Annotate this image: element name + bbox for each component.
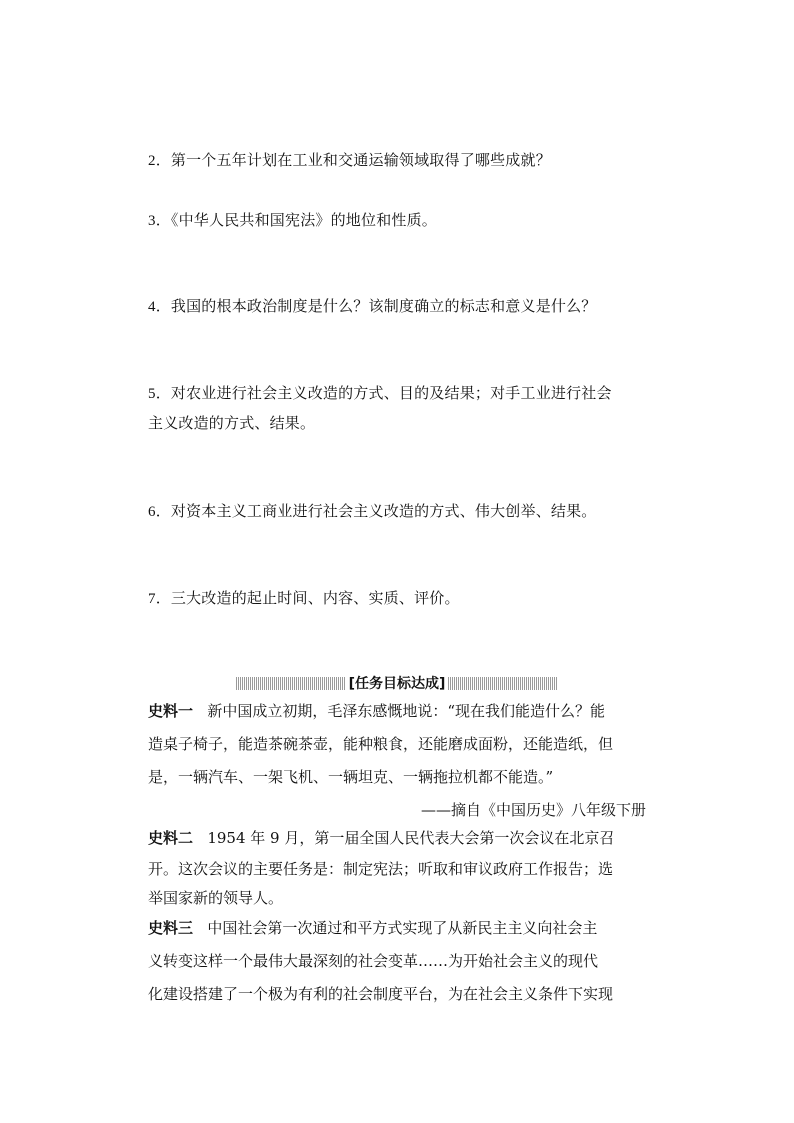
question-2 [148, 146, 648, 176]
source-label: 史料一 [148, 702, 194, 720]
dotted-pattern-right [448, 677, 558, 690]
question-text-continued: 主义改造的方式、结果。 [148, 414, 316, 432]
question-number: 2． [148, 153, 171, 169]
question-number: 3． [148, 213, 171, 229]
source-1-citation: ——摘自《中国历史》八年级下册 [420, 801, 646, 819]
question-7 [148, 584, 648, 614]
question-text: 《中华人民共和国宪法》的地位和性质。 [170, 211, 438, 229]
question-3 [148, 206, 648, 236]
source-3-line-1 [148, 914, 648, 943]
question-number: 4． [148, 299, 171, 315]
question-text: 我国的根本政治制度是什么？该制度确立的标志和意义是什么？ [170, 297, 597, 315]
question-text: 三大改造的起止时间、内容、实质、评价。 [170, 589, 460, 607]
dotted-pattern-left [236, 677, 346, 690]
source-3-line-2: 义转变这样一个最伟大最深刻的社会变革……为开始社会主义的现代 [148, 952, 599, 970]
question-5 [148, 379, 648, 438]
question-text: 对资本主义工商业进行社会主义改造的方式、伟大创举、结果。 [170, 502, 597, 520]
question-6 [148, 497, 648, 527]
source-2-line-3: 举国家新的领导人。 [148, 889, 284, 907]
source-label: 史料三 [148, 919, 194, 937]
source-1-line-3: 是，一辆汽车、一架飞机、一辆坦克、一辆拖拉机都不能造。” [148, 768, 554, 786]
question-number: 5． [148, 386, 171, 402]
source-text: 中国社会第一次通过和平方式实现了从新民主主义向社会主 [207, 919, 598, 937]
section-title: [任务目标达成] [348, 676, 446, 692]
source-text: 1954 年 9 月，第一届全国人民代表大会第一次会议在北京召 [207, 829, 615, 847]
source-label: 史料二 [148, 829, 194, 847]
source-2-line-1 [148, 824, 648, 853]
section-banner [236, 672, 558, 694]
source-3-line-3: 化建设搭建了一个极为有利的社会制度平台，为在社会主义条件下实现 [148, 985, 614, 1003]
source-1-line-1 [148, 697, 648, 726]
question-4 [148, 292, 648, 322]
question-text: 对农业进行社会主义改造的方式、目的及结果；对手工业进行社会 [170, 384, 612, 402]
question-number: 7． [148, 591, 171, 607]
question-text: 第一个五年计划在工业和交通运输领域取得了哪些成就？ [170, 151, 551, 169]
source-1-line-2: 造桌子椅子，能造茶碗茶壶，能种粮食，还能磨成面粉，还能造纸，但 [148, 735, 614, 753]
question-number: 6． [148, 504, 171, 520]
source-2-line-2: 开。这次会议的主要任务是：制定宪法；听取和审议政府工作报告；选 [148, 860, 614, 878]
source-text: 新中国成立初期，毛泽东感慨地说：“现在我们能造什么？能 [207, 702, 605, 720]
